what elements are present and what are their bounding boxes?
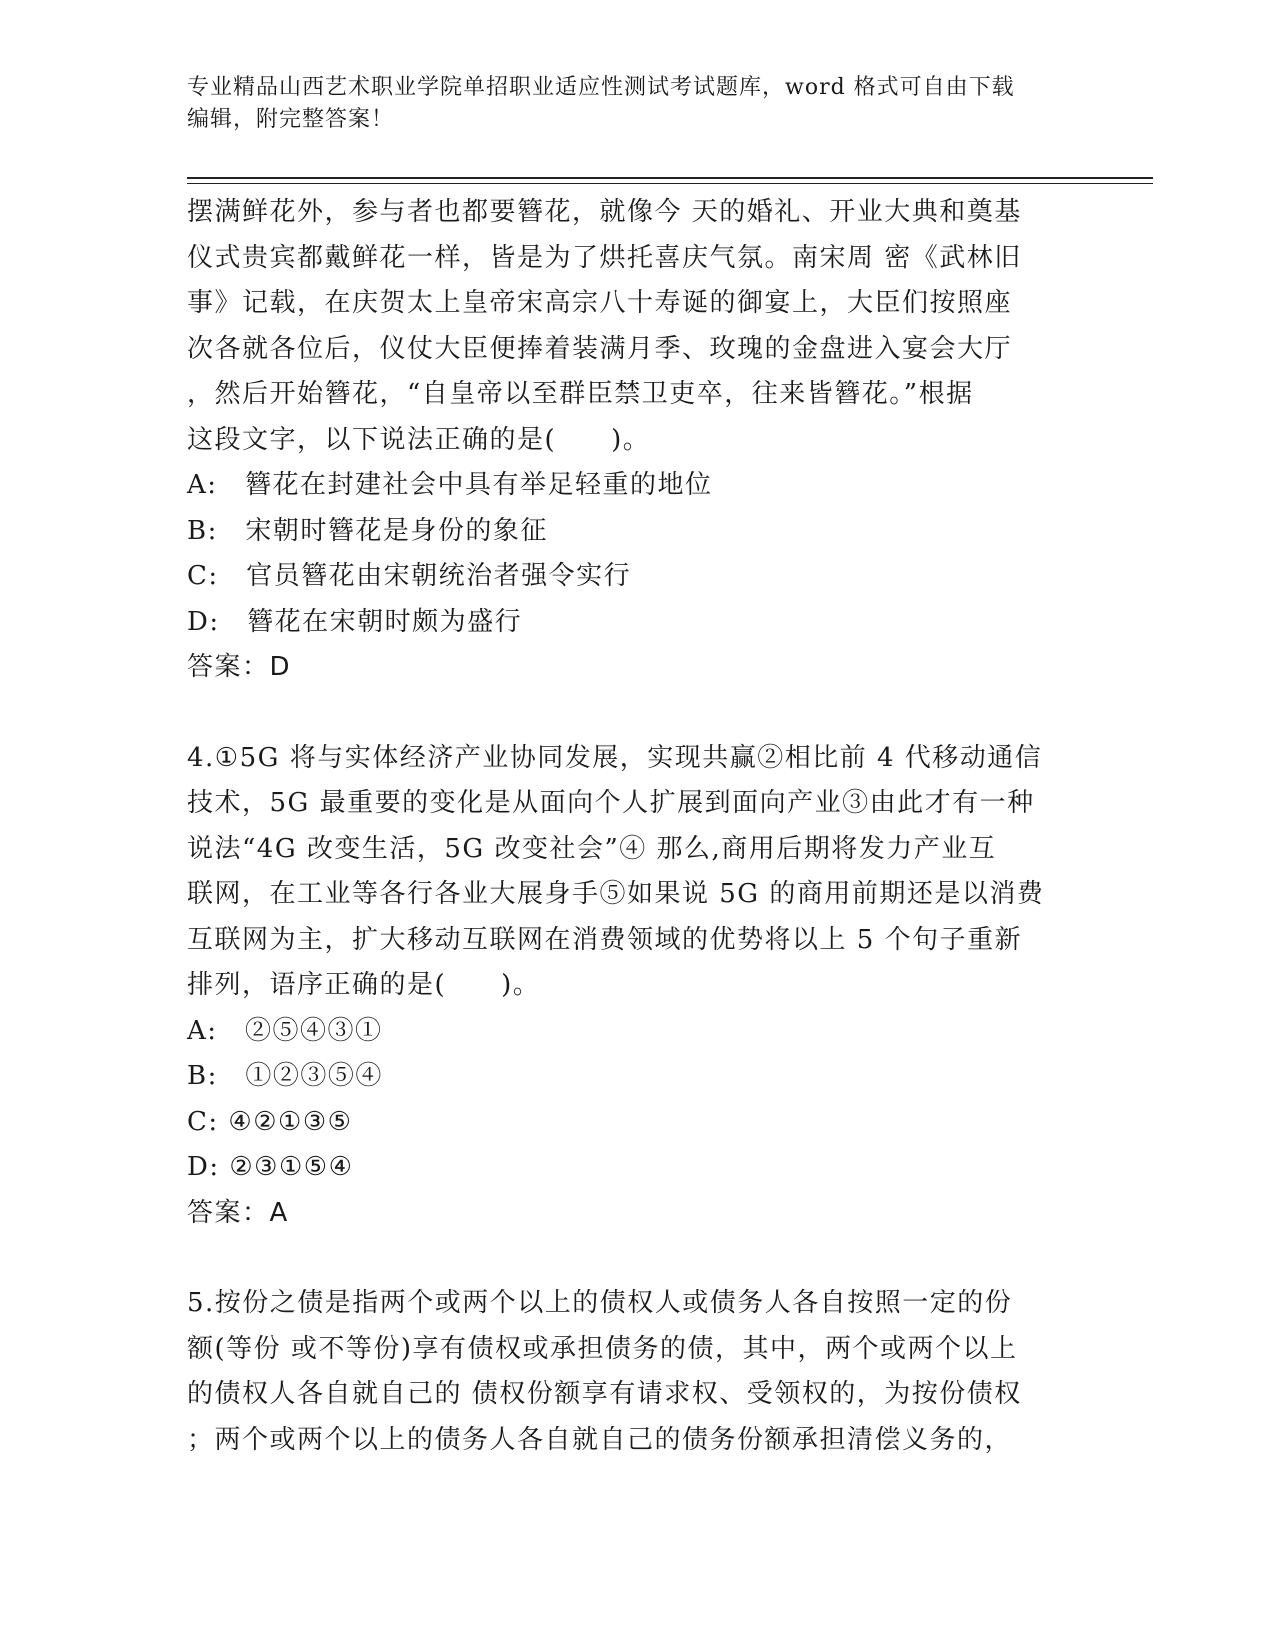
question-4-stem-line: 技术，5G 最重要的变化是从面向个人扩展到面向产业③由此才有一种 [187,788,1035,818]
question-5 [187,1281,1087,1463]
question-4-option-a: A: ②⑤④③① [187,1015,383,1046]
question-4-stem-line: 说法“4G 改变生活，5G 改变社会”④ 那么,商用后期将发力产业互 [187,833,997,864]
header-line-2: 编辑，附完整答案！ [187,107,395,132]
question-3-option-b: B: 宋朝时簪花是身份的象征 [187,515,548,546]
page-header [187,72,1067,136]
question-3-stem-line: 这段文字，以下说法正确的是( )。 [187,424,651,455]
header-rule-thick [187,177,1153,179]
question-3-stem-line: 仪式贵宾都戴鲜花一样，皆是为了烘托喜庆气氛。南宋周 密《武林旧 [187,242,1022,273]
question-5-stem-line: 的债权人各自就自己的 债权份额享有请求权、受领权的，为按份债权 [187,1379,1022,1409]
question-3-answer: 答案：D [187,652,292,682]
spacer [187,1236,1087,1281]
question-3-stem-line: ，然后开始簪花，“自皇帝以至群臣禁卫吏卒，往来皆簪花。”根据 [187,379,974,409]
question-4-stem-line: 4.①5G 将与实体经济产业协同发展，实现共赢②相比前 4 代移动通信 [187,742,1043,773]
question-4-stem-line: 排列，语序正确的是( )。 [187,970,541,1000]
question-4-option-d: D: ②③①⑤④ [187,1152,354,1182]
question-5-stem-line: 额(等份 或不等份)享有债权或承担债务的债，其中，两个或两个以上 [187,1333,1018,1364]
question-5-stem-line: ；两个或两个以上的债务人各自就自己的债务份额承担清偿义务的， [187,1424,1013,1455]
spacer [187,691,1087,736]
question-3-stem-line: 摆满鲜花外，参与者也都要簪花，就像今 天的婚礼、开业大典和奠基 [187,197,1022,227]
question-3-stem-line: 事》记载，在庆贺太上皇帝宋高宗八十寿诞的御宴上，大臣们按照座 [187,288,1013,318]
question-3-stem-line: 次各就各位后，仪仗大臣便捧着装满月季、玫瑰的金盘进入宴会大厅 [187,333,1013,364]
question-4-option-c: C: ④②①③⑤ [187,1106,353,1137]
question-3-option-a: A: 簪花在封建社会中具有举足轻重的地位 [187,470,713,500]
question-3 [187,190,1087,691]
header-rule-thin [187,183,1153,184]
question-3-option-c: C: 官员簪花由宋朝统治者强令实行 [187,561,632,591]
question-4 [187,736,1087,1237]
question-4-answer: 答案：A [187,1197,289,1228]
document-body [187,190,1087,1463]
header-line-1: 专业精品山西艺术职业学院单招职业适应性测试考试题库，word 格式可自由下载 [187,75,1015,100]
question-4-stem-line: 互联网为主，扩大移动互联网在消费领域的优势将以上 5 个句子重新 [187,924,1023,955]
question-4-option-b: B: ①②③⑤④ [187,1061,383,1091]
question-3-option-d: D: 簪花在宋朝时颇为盛行 [187,606,523,637]
question-5-stem-line: 5.按份之债是指两个或两个以上的债权人或债务人各自按照一定的份 [187,1288,1013,1318]
question-4-stem-line: 联网，在工业等各行各业大展身手⑤如果说 5G 的商用前期还是以消费 [187,879,1045,909]
